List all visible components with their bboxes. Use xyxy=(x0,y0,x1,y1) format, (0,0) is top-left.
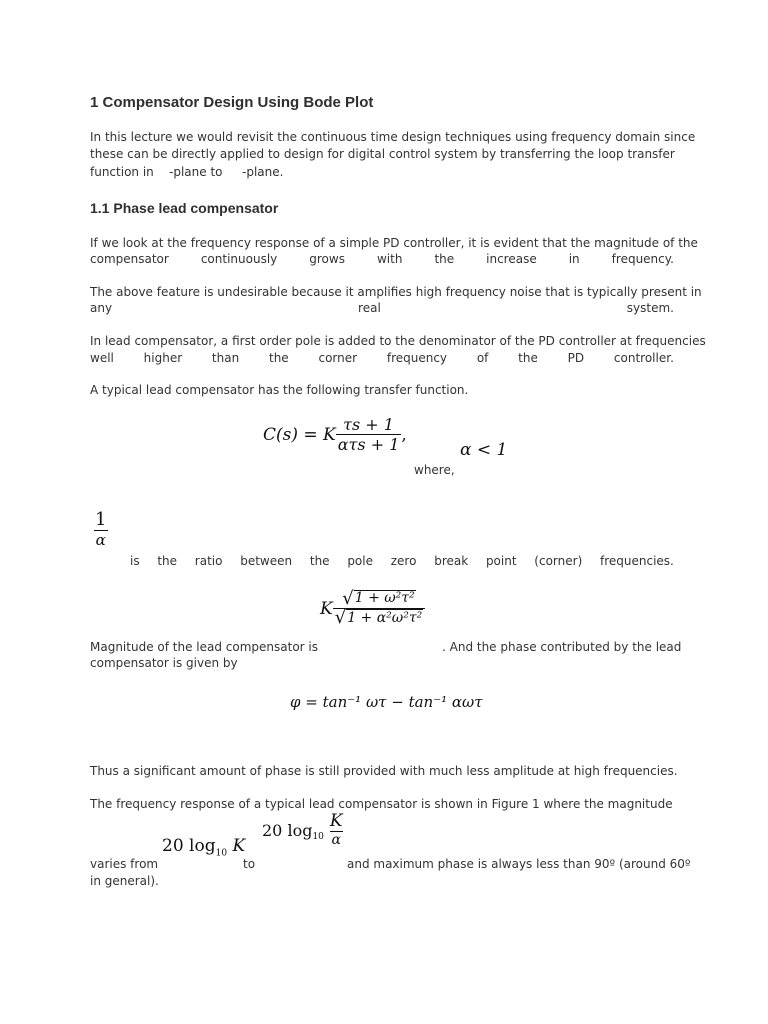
frequency-rest: and maximum phase is always less than 90º (around 60º xyxy=(347,857,691,871)
magnitude-line-2: compensator is given by xyxy=(90,656,238,670)
word: the xyxy=(268,351,289,365)
ratio-fraction xyxy=(93,510,108,549)
word: pole xyxy=(347,554,373,568)
mag-denominator-wrap xyxy=(333,608,425,628)
log-frac-den: α xyxy=(331,831,341,848)
eq-numerator: τs + 1 xyxy=(343,415,394,434)
eq-condition: α < 1 xyxy=(460,440,508,460)
log-k: K xyxy=(232,836,246,856)
word: system. xyxy=(626,301,674,315)
word: well xyxy=(90,351,114,365)
ratio-denominator: α xyxy=(95,530,106,549)
intro-line-3c: -plane. xyxy=(242,165,284,179)
word: zero xyxy=(390,554,417,568)
word: in xyxy=(568,252,580,266)
typical-paragraph: A typical lead compensator has the following transfer function. xyxy=(90,383,469,397)
word: the xyxy=(157,554,178,568)
eq-denominator: ατs + 1 xyxy=(337,434,400,454)
magnitude-equation xyxy=(320,590,425,628)
transfer-function-equation xyxy=(263,416,407,454)
log-fraction xyxy=(328,812,345,848)
ratio-paragraph xyxy=(130,553,674,570)
word: than xyxy=(211,351,240,365)
section-heading: 1 Compensator Design Using Bode Plot xyxy=(90,94,374,111)
word: with xyxy=(376,252,403,266)
sqrt xyxy=(342,590,415,608)
word: (corner) xyxy=(534,554,583,568)
eq-comma: , xyxy=(401,424,407,445)
eq-fraction xyxy=(336,416,402,454)
word: PD xyxy=(567,351,585,365)
mag-fraction xyxy=(333,590,425,628)
magnitude-line-1a: Magnitude of the lead compensator is xyxy=(90,640,318,654)
phase-equation: φ = tan⁻¹ ωτ − tan⁻¹ αωτ xyxy=(290,693,483,711)
intro-line-2: these can be directly applied to design for digital control system by transferring the loop transfer xyxy=(90,147,675,161)
ratio-frac-inner xyxy=(93,510,108,549)
word: controller. xyxy=(613,351,674,365)
word: frequency. xyxy=(611,252,674,266)
word: the xyxy=(434,252,455,266)
sqrt xyxy=(335,609,423,627)
log-text: 20 log xyxy=(262,820,313,840)
log-frac-num: K xyxy=(329,811,343,831)
mag-numerator-wrap xyxy=(340,590,417,608)
log-base: 10 xyxy=(215,848,228,859)
log-text: 20 log xyxy=(162,836,216,856)
word: between xyxy=(240,554,293,568)
intro-line-3b: -plane to xyxy=(169,165,223,179)
eq-20log-k-over-alpha xyxy=(262,812,345,848)
word: frequencies. xyxy=(600,554,674,568)
word: higher xyxy=(143,351,183,365)
noise-paragraph-line-1: The above feature is undesirable because it amplifies high frequency noise that is typically present in xyxy=(90,285,702,299)
word: compensator xyxy=(90,252,169,266)
magnitude-line-1b: . And the phase contributed by the lead xyxy=(442,640,682,654)
word: break xyxy=(434,554,469,568)
log-base: 10 xyxy=(312,832,324,843)
word: is xyxy=(130,554,140,568)
eq-where: where, xyxy=(414,463,455,477)
lead-paragraph-line-1: In lead compensator, a first order pole is added to the denominator of the PD controller at frequencies xyxy=(90,334,706,348)
eq-20log-k xyxy=(162,836,245,858)
subsection-heading: 1.1 Phase lead compensator xyxy=(90,200,279,216)
word: real xyxy=(358,301,381,315)
word: corner xyxy=(318,351,358,365)
frequency-to: to xyxy=(243,857,256,871)
mag-denominator: 1 + α²ω²τ² xyxy=(347,610,423,627)
word: the xyxy=(518,351,538,365)
mag-k: K xyxy=(320,599,333,620)
thus-paragraph: Thus a significant amount of phase is still provided with much less amplitude at high frequencies. xyxy=(90,764,678,778)
noise-paragraph-line-2 xyxy=(90,300,674,317)
sqrt-sign: √ xyxy=(334,607,347,629)
word: frequency xyxy=(386,351,448,365)
sqrt-sign: √ xyxy=(342,588,354,609)
pd-paragraph-line-1: If we look at the frequency response of a simple PD controller, it is evident that the magnitude of the xyxy=(90,236,698,250)
word: the xyxy=(309,554,330,568)
pd-paragraph-line-2 xyxy=(90,251,674,268)
ratio-numerator: 1 xyxy=(95,509,107,530)
lead-paragraph-line-2 xyxy=(90,350,674,367)
word: continuously xyxy=(200,252,278,266)
mag-numerator: 1 + ω²τ² xyxy=(354,590,415,606)
eq-lhs: C(s) = K xyxy=(263,424,336,445)
word: increase xyxy=(486,252,537,266)
frequency-line-3: in general). xyxy=(90,874,159,888)
word: point xyxy=(485,554,517,568)
intro-line-1: In this lecture we would revisit the continuous time design techniques using frequency domain since xyxy=(90,130,696,144)
word: any xyxy=(90,301,113,315)
word: ratio xyxy=(194,554,223,568)
word: of xyxy=(476,351,489,365)
intro-line-3a: function in xyxy=(90,165,154,179)
frequency-line-1: The frequency response of a typical lead compensator is shown in Figure 1 where the magnitude xyxy=(90,797,673,811)
frequency-varies-from: varies from xyxy=(90,857,159,871)
word: grows xyxy=(309,252,345,266)
